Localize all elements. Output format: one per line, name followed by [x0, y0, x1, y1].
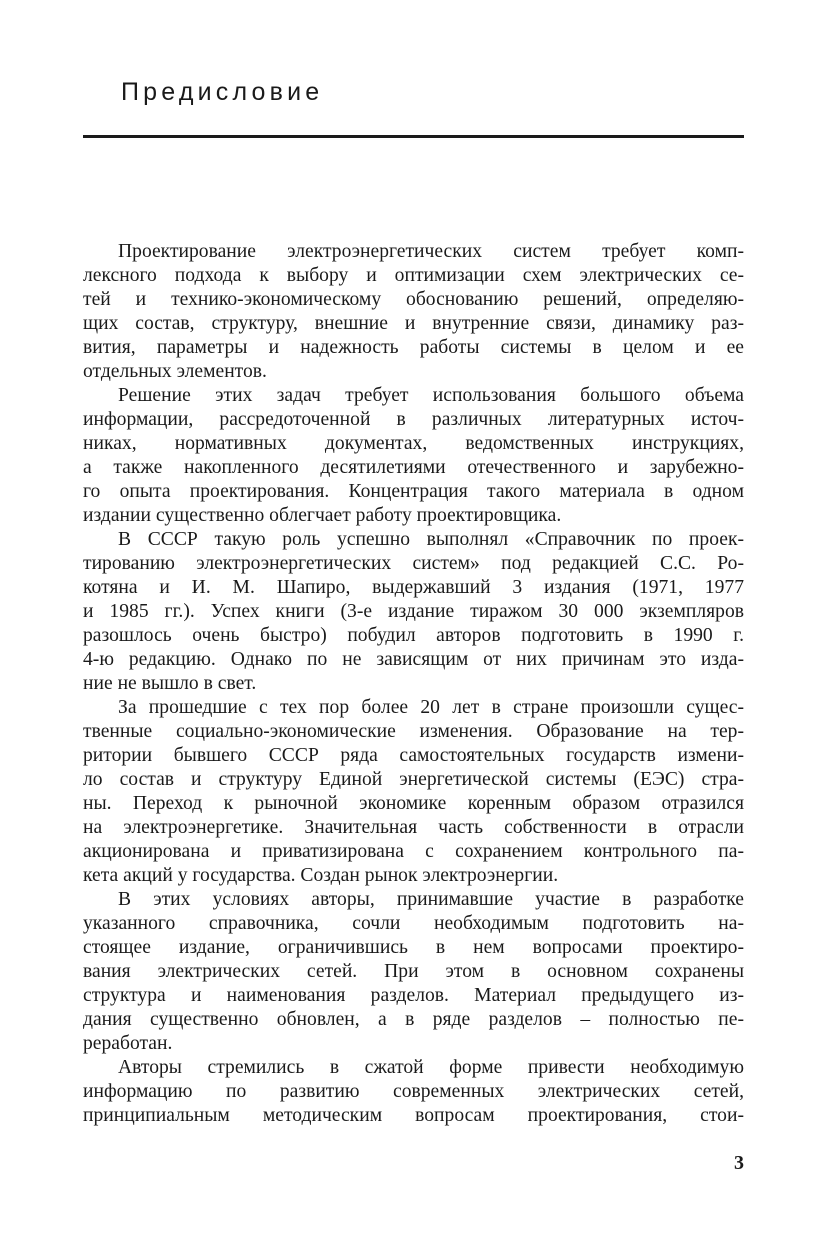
paragraph-line: щих состав, структуру, внешние и внутренние связи, динамику раз- [83, 313, 744, 334]
paragraph-line: ритории бывшего СССР ряда самостоятельных государств измени- [83, 745, 744, 766]
paragraph-line: ло состав и структуру Единой энергетической системы (ЕЭС) стра- [83, 769, 744, 790]
paragraph-line: вания электрических сетей. При этом в основном сохранены [83, 961, 744, 982]
paragraph [83, 888, 744, 1056]
paragraph-line: стоящее издание, ограничившись в нем вопросами проектиро- [83, 937, 744, 958]
paragraph-line: Решение этих задач требует использования большого объема [118, 385, 744, 406]
paragraph-line: твенные социально-экономические изменения. Образование на тер- [83, 721, 744, 742]
paragraph-line: дания существенно обновлен, а в ряде разделов – полностью пе- [83, 1009, 744, 1030]
paragraph-line: а также накопленного десятилетиями отечественного и зарубежно- [83, 457, 744, 478]
paragraph-line: ны. Переход к рыночной экономике коренным образом отразился [83, 793, 744, 814]
paragraph-line: За прошедшие с тех пор более 20 лет в стране произошли сущес- [118, 697, 744, 718]
paragraph-line: вития, параметры и надежность работы системы в целом и ее [83, 337, 744, 358]
paragraph-line: кета акций у государства. Создан рынок электроэнергии. [83, 865, 559, 886]
paragraph-line: В этих условиях авторы, принимавшие участие в разработке [118, 889, 744, 910]
paragraph-line: издании существенно облегчает работу проектировщика. [83, 505, 562, 526]
paragraph-line: Проектирование электроэнергетических систем требует комп- [118, 241, 744, 262]
paragraph-line: указанного справочника, сочли необходимым подготовить на- [83, 913, 744, 934]
paragraph [83, 1056, 744, 1128]
paragraph-line: реработан. [83, 1033, 173, 1054]
paragraph-line: никах, нормативных документах, ведомственных инструкциях, [83, 433, 744, 454]
paragraph-line: тированию электроэнергетических систем» под редакцией С.С. Ро- [83, 553, 744, 574]
paragraph-line: и 1985 гг.). Успех книги (3-е издание тиражом 30 000 экземпляров [83, 601, 744, 622]
paragraph [83, 240, 744, 384]
paragraph-line: на электроэнергетике. Значительная часть собственности в отрасли [83, 817, 744, 838]
paragraph-line: котяна и И. М. Шапиро, выдержавший 3 издания (1971, 1977 [83, 577, 744, 598]
paragraph-line: отдельных элементов. [83, 361, 267, 382]
paragraph [83, 696, 744, 888]
paragraph-line: 4-ю редакцию. Однако по не зависящим от них причинам это изда- [83, 649, 744, 670]
body-text [83, 240, 744, 1128]
paragraph-line: В СССР такую роль успешно выполнял «Справочник по проек- [118, 529, 744, 550]
paragraph [83, 384, 744, 528]
paragraph-line: лексного подхода к выбору и оптимизации схем электрических се- [83, 265, 744, 286]
paragraph-line: разошлось очень быстро) побудил авторов подготовить в 1990 г. [83, 625, 744, 646]
paragraph-line: акционирована и приватизирована с сохранением контрольного па- [83, 841, 744, 862]
paragraph-line: го опыта проектирования. Концентрация такого материала в одном [83, 481, 744, 502]
paragraph-line: принципиальным методическим вопросам проектирования, стои- [83, 1105, 744, 1126]
paragraph-line: Авторы стремились в сжатой форме привести необходимую [118, 1057, 744, 1078]
paragraph-line: информацию по развитию современных электрических сетей, [83, 1081, 744, 1102]
paragraph-line: информации, рассредоточенной в различных литературных источ- [83, 409, 744, 430]
heading-rule [83, 135, 744, 138]
page-number: 3 [734, 1152, 744, 1174]
chapter-heading: Предисловие [121, 78, 324, 106]
paragraph [83, 528, 744, 696]
paragraph-line: тей и технико-экономическому обоснованию решений, определяю- [83, 289, 744, 310]
paragraph-line: структура и наименования разделов. Материал предыдущего из- [83, 985, 744, 1006]
paragraph-line: ние не вышло в свет. [83, 673, 257, 694]
